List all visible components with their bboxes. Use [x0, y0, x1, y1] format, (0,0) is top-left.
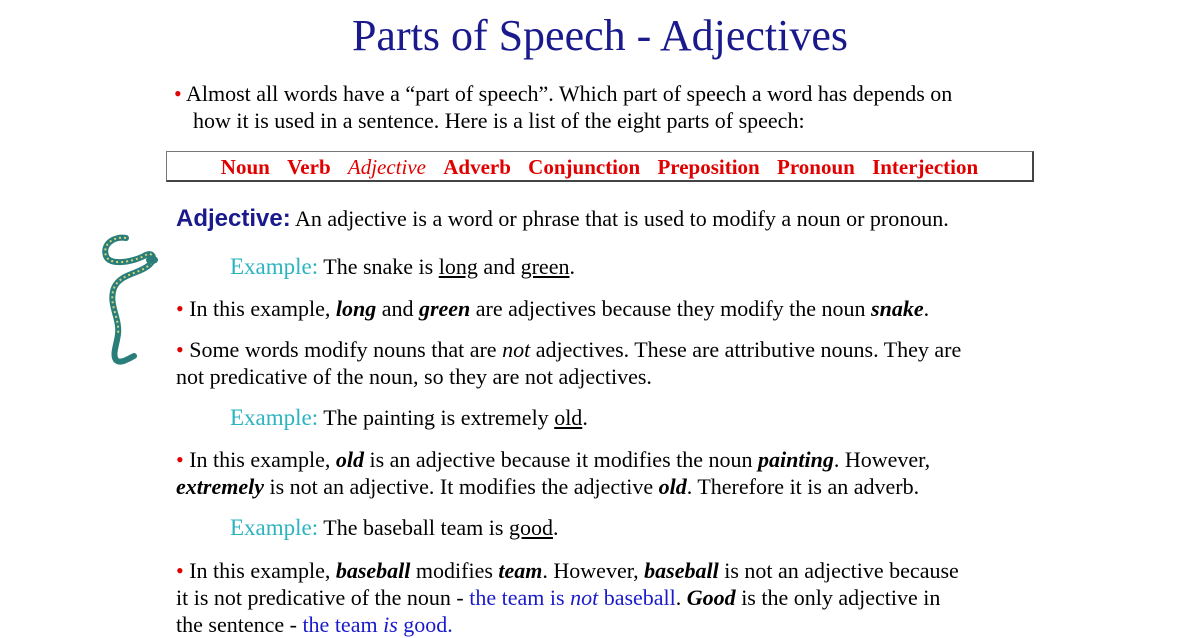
emphasis: green — [418, 296, 471, 321]
intro-line-2: how it is used in a sentence. Here is a list of the eight parts of speech: — [193, 108, 805, 133]
example-word: green — [520, 254, 570, 279]
emphasis: Good — [686, 585, 736, 610]
text: . — [923, 296, 930, 321]
example-text: The baseball team is — [323, 515, 504, 540]
text: In this example, — [189, 296, 331, 321]
intro-line-1: Almost all words have a “part of speech”. Which part of speech a word has depends on — [186, 81, 953, 106]
example-word: old — [554, 405, 583, 430]
example-text: . — [582, 405, 588, 430]
highlight-text: good — [403, 612, 448, 637]
example-text: The painting is extremely — [323, 405, 549, 430]
pos-conjunction: Conjunction — [528, 155, 641, 179]
emphasis: baseball — [335, 558, 411, 583]
emphasis: old — [335, 447, 364, 472]
pos-adverb: Adverb — [443, 155, 511, 179]
snake-icon — [96, 230, 166, 365]
bullet: • — [176, 447, 184, 472]
highlight-emphasis: is — [383, 612, 398, 637]
example-3 — [230, 514, 558, 541]
example-1 — [230, 253, 575, 280]
bullet: • — [176, 337, 184, 362]
text: is an adjective because it modifies the noun — [369, 447, 753, 472]
text: . — [675, 585, 682, 610]
emphasis: team — [498, 558, 543, 583]
pos-noun: Noun — [220, 155, 270, 179]
highlight-text: baseball — [603, 585, 676, 610]
parts-of-speech-box — [166, 151, 1034, 182]
highlight-text: . — [447, 612, 453, 637]
example-text: . — [569, 254, 575, 279]
text: Some words modify nouns that are — [189, 337, 497, 362]
text: and — [381, 296, 414, 321]
paragraph-3 — [176, 446, 1056, 500]
text: . Therefore it is an adverb. — [686, 474, 920, 499]
pos-interjection: Interjection — [872, 155, 979, 179]
text: is the only adjective in — [741, 585, 941, 610]
text: adjectives. These are attributive nouns. They are — [535, 337, 962, 362]
text: the sentence - — [176, 612, 297, 637]
example-label: Example: — [230, 405, 319, 430]
example-text: and — [483, 254, 516, 279]
example-2 — [230, 404, 588, 431]
paragraph-1 — [176, 295, 929, 322]
bullet: • — [174, 81, 182, 106]
emphasis: old — [658, 474, 687, 499]
bullet: • — [176, 558, 184, 583]
example-label: Example: — [230, 515, 319, 540]
highlight-text: the team is — [469, 585, 565, 610]
bullet: • — [176, 296, 184, 321]
text: not predicative of the noun, so they are not adjectives. — [176, 364, 652, 389]
text: In this example, — [189, 447, 331, 472]
example-word: long — [438, 254, 478, 279]
text: . However, — [833, 447, 931, 472]
paragraph-4 — [176, 557, 1076, 638]
text: . However, — [542, 558, 639, 583]
page-title: Parts of Speech - Adjectives — [351, 11, 849, 60]
emphasis: not — [502, 337, 531, 362]
emphasis: snake — [871, 296, 924, 321]
text: is not an adjective because — [724, 558, 959, 583]
text: modifies — [415, 558, 493, 583]
intro-paragraph — [174, 80, 952, 134]
highlight-text: the team — [302, 612, 378, 637]
emphasis: extremely — [176, 474, 264, 499]
example-text: . — [552, 515, 559, 540]
example-word: good — [508, 515, 553, 540]
paragraph-2 — [176, 336, 1056, 390]
definition-text: An adjective is a word or phrase that is used to modify a noun or pronoun. — [295, 206, 949, 231]
definition-term: Adjective: — [176, 205, 291, 232]
pos-preposition: Preposition — [657, 155, 760, 179]
emphasis: painting — [758, 447, 834, 472]
pos-pronoun: Pronoun — [777, 155, 855, 179]
pos-adjective: Adjective — [347, 155, 426, 179]
example-label: Example: — [230, 254, 319, 279]
highlight-emphasis: not — [570, 585, 599, 610]
emphasis: long — [335, 296, 377, 321]
text: are adjectives because they modify the noun — [475, 296, 866, 321]
definition — [176, 205, 949, 232]
text: is not an adjective. It modifies the adjective — [269, 474, 654, 499]
text: it is not predicative of the noun - — [176, 585, 464, 610]
example-text: The snake is — [323, 254, 434, 279]
pos-verb: Verb — [287, 155, 331, 179]
emphasis: baseball — [644, 558, 719, 583]
text: In this example, — [189, 558, 331, 583]
